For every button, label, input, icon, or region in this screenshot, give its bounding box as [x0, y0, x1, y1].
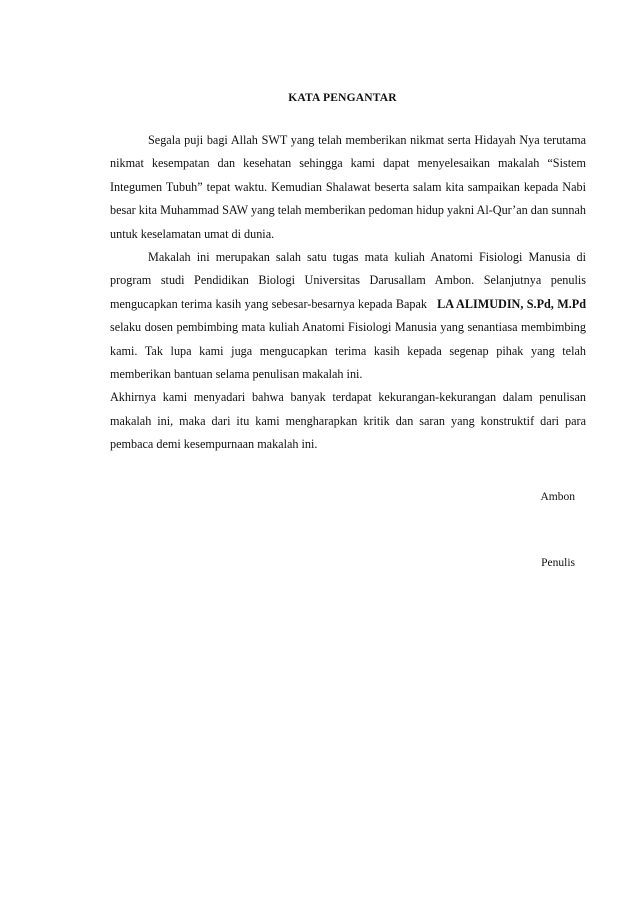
signature-city: Ambon: [540, 491, 575, 503]
paragraph-acknowledgement-text-before: Makalah ini merupakan salah satu tugas mata kuliah Anatomi Fisiologi Manusia di program studi Pendidikan Biologi Universitas Darusallam Ambon. Selanjutnya penulis mengucapkan terima kasih yang sebesar-besarnya kepada Bapak: [110, 250, 586, 311]
paragraph-opening: Segala puji bagi Allah SWT yang telah memberikan nikmat serta Hidayah Nya terutama nikmat kesempatan dan kesehatan sehingga kami dapat menyelesaikan makalah “Sistem Integumen Tubuh” tepat waktu. Kemudian Shalawat beserta salam kita sampaikan kepada Nabi besar kita Muhammad SAW yang telah memberikan pedoman hidup yakni Al-Qur’an dan sunnah untuk keselamatan umat di dunia.: [110, 133, 586, 241]
page-title: KATA PENGANTAR: [288, 92, 397, 104]
paragraph-closing: Akhirnya kami menyadari bahwa banyak terdapat kekurangan-kekurangan dalam penulisan makalah ini, maka dari itu kami mengharapkan kritik dan saran yang konstruktif dari para pembaca demi kesempurnaan makalah ini.: [110, 390, 586, 452]
paragraph-acknowledgement-text-after: selaku dosen pembimbing mata kuliah Anatomi Fisiologi Manusia yang senantiasa membimbing kami. Tak lupa kami juga mengucapkan terima kasih kepada segenap pihak yang telah memberikan bantuan selama penulisan makalah ini.: [110, 320, 586, 382]
supervisor-name: LA ALIMUDIN, S.Pd, M.Pd: [437, 296, 586, 311]
signature-writer: Penulis: [541, 557, 575, 569]
paragraph-acknowledgement: [110, 246, 586, 386]
document-body: [110, 129, 586, 457]
